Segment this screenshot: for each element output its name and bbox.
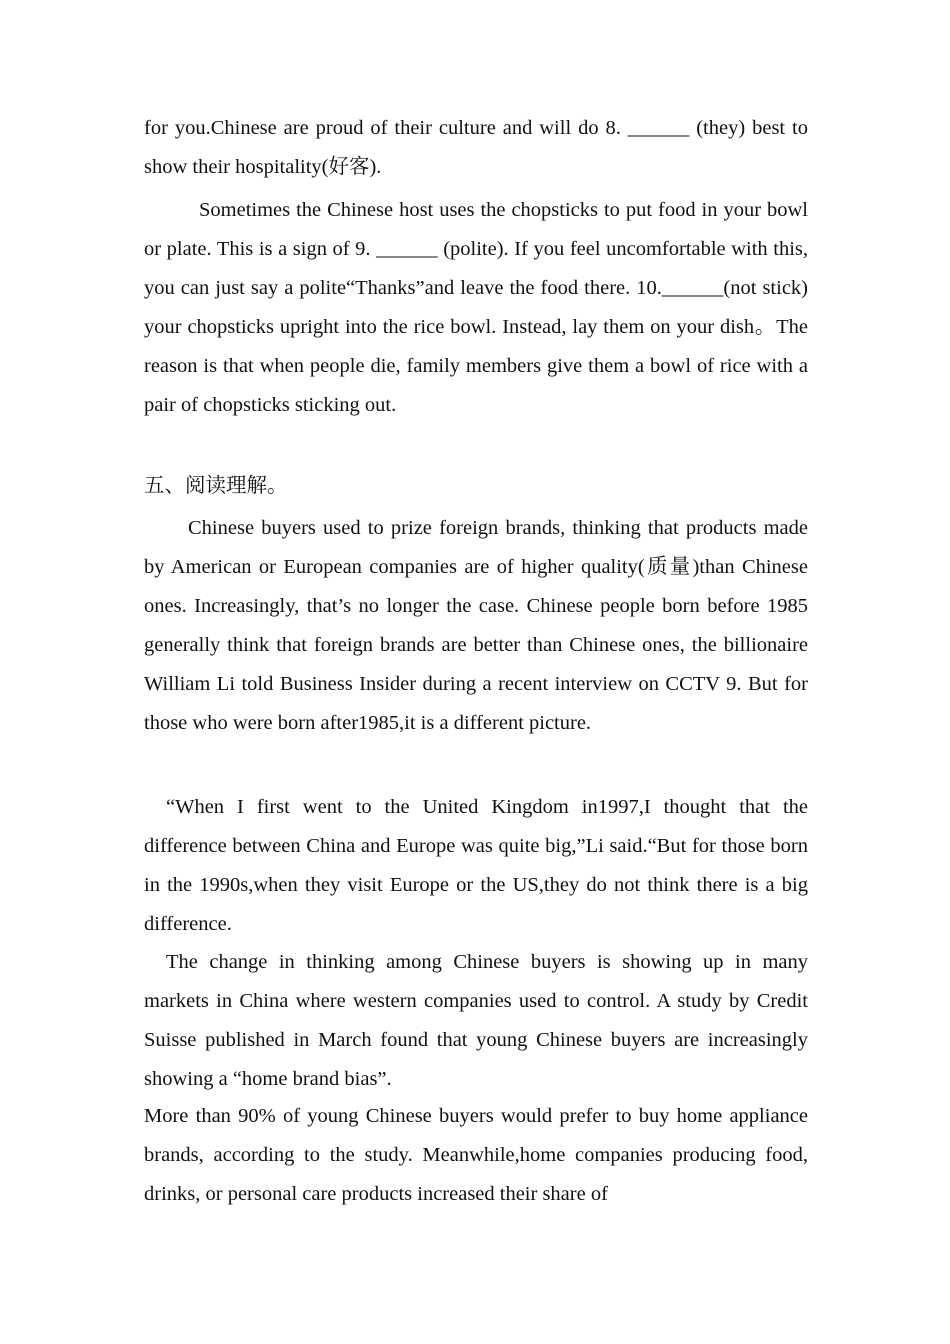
reading-paragraph-3: The change in thinking among Chinese buyers is showing up in many markets in China where western companies used to control. A study by Credit Suisse published in March found that young Chinese buyers are increasingly showing a “home brand bias”. <box>144 951 808 1090</box>
paragraph-chopsticks: Sometimes the Chinese host uses the chopsticks to put food in your bowl or plate. This is a sign of 9. ______ (polite). If you feel uncomfortable with this, you can just say a polite“Thanks”and leave the food there. 10.______(not stick) your chopsticks upright into the rice bowl. Instead, lay them on your dish。The reason is that when people die, family members give them a bowl of rice with a pair of chopsticks sticking out. <box>144 199 808 416</box>
reading-paragraph-4: More than 90% of young Chinese buyers would prefer to buy home appliance brands, according to the study. Meanwhile,home companies producing food, drinks, or personal care products increased their share of <box>144 1105 808 1205</box>
paragraph-cloze-continuation: for you.Chinese are proud of their culture and will do 8. ______ (they) best to show their hospitality(好客). <box>144 117 808 178</box>
reading-paragraph-2: “When I first went to the United Kingdom in1997,I thought that the difference between China and Europe was quite big,”Li said.“But for those born in the 1990s,when they visit Europe or the US,they do not think there is a big difference. <box>144 796 808 935</box>
reading-paragraph-1: Chinese buyers used to prize foreign brands, thinking that products made by American or European companies are of higher quality(质量)than Chinese ones. Increasingly, that’s no longer the case. Chinese people born before 1985 generally think that foreign brands are better than Chinese ones, the billionaire William Li told Business Insider during a recent interview on CCTV 9. But for those who were born after1985,it is a different picture. <box>144 517 808 734</box>
section-heading-reading: 五、阅读理解。 <box>144 475 288 497</box>
